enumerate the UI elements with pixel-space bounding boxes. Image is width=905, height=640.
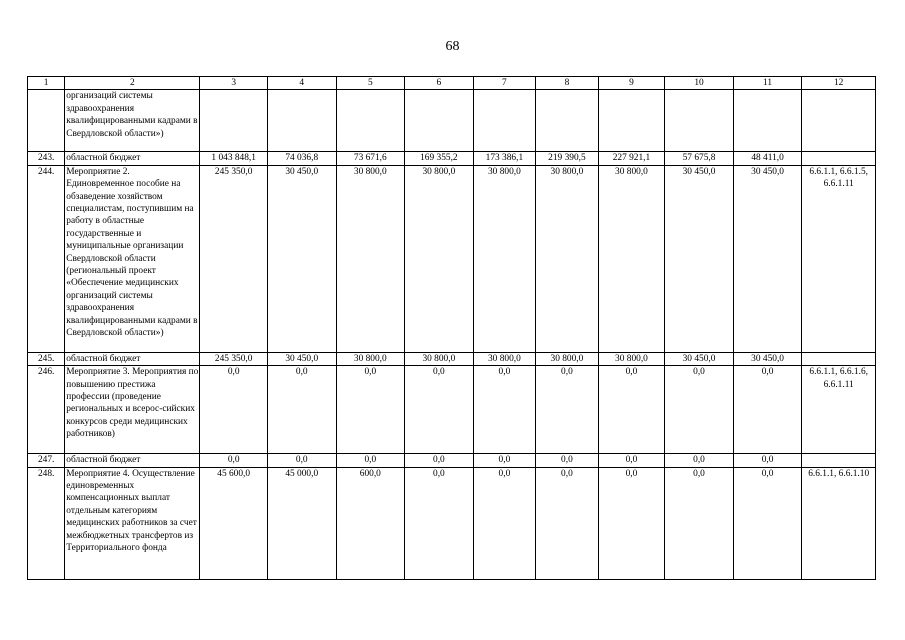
value-cell [665, 90, 734, 152]
row-description: областной бюджет [65, 352, 200, 365]
value-cell: 0,0 [473, 467, 536, 579]
value-cell: 0,0 [665, 366, 734, 454]
target-cell [802, 90, 876, 152]
row-number: 248. [28, 467, 65, 579]
value-cell: 0,0 [267, 366, 336, 454]
value-cell: 0,0 [200, 366, 268, 454]
header-cell: 7 [473, 77, 536, 90]
value-cell: 45 000,0 [267, 467, 336, 579]
header-cell: 12 [802, 77, 876, 90]
value-cell: 219 390,5 [536, 152, 599, 165]
header-cell: 10 [665, 77, 734, 90]
value-cell: 30 800,0 [336, 352, 405, 365]
value-cell: 0,0 [536, 454, 599, 467]
value-cell: 30 800,0 [536, 165, 599, 352]
program-table [27, 76, 876, 580]
value-cell: 0,0 [598, 467, 665, 579]
value-cell: 45 600,0 [200, 467, 268, 579]
table-row [28, 352, 876, 365]
value-cell: 74 036,8 [267, 152, 336, 165]
value-cell: 30 800,0 [473, 352, 536, 365]
value-cell [473, 90, 536, 152]
value-cell [336, 90, 405, 152]
page-number: 68 [445, 39, 460, 54]
value-cell: 30 800,0 [473, 165, 536, 352]
value-cell: 173 386,1 [473, 152, 536, 165]
target-cell [802, 152, 876, 165]
header-cell: 8 [536, 77, 599, 90]
value-cell: 245 350,0 [200, 165, 268, 352]
value-cell: 0,0 [598, 454, 665, 467]
value-cell: 30 800,0 [405, 165, 474, 352]
value-cell [598, 90, 665, 152]
value-cell: 0,0 [405, 366, 474, 454]
row-description: областной бюджет [65, 152, 200, 165]
value-cell: 0,0 [405, 467, 474, 579]
value-cell: 0,0 [336, 454, 405, 467]
row-number: 243. [28, 152, 65, 165]
value-cell: 0,0 [267, 454, 336, 467]
table-row [28, 152, 876, 165]
value-cell: 0,0 [473, 454, 536, 467]
value-cell: 600,0 [336, 467, 405, 579]
row-number [28, 90, 65, 152]
value-cell [267, 90, 336, 152]
row-number: 247. [28, 454, 65, 467]
value-cell: 30 450,0 [267, 352, 336, 365]
value-cell: 57 675,8 [665, 152, 734, 165]
value-cell [536, 90, 599, 152]
row-number: 246. [28, 366, 65, 454]
value-cell: 0,0 [733, 366, 802, 454]
value-cell [200, 90, 268, 152]
value-cell: 0,0 [405, 454, 474, 467]
target-cell [802, 454, 876, 467]
table-row [28, 90, 876, 152]
row-description: Мероприятие 3. Мероприятия по повышению престижа профессии (проведение региональных и всерос-сийских конкурсов среди медицинских работников) [65, 366, 200, 454]
header-cell: 6 [405, 77, 474, 90]
value-cell: 0,0 [200, 454, 268, 467]
value-cell: 30 450,0 [733, 352, 802, 365]
value-cell: 227 921,1 [598, 152, 665, 165]
value-cell: 0,0 [665, 467, 734, 579]
value-cell: 30 450,0 [665, 165, 734, 352]
value-cell: 0,0 [473, 366, 536, 454]
table-row [28, 454, 876, 467]
target-cell: 6.6.1.1, 6.6.1.5, 6.6.1.11 [802, 165, 876, 352]
target-cell [802, 352, 876, 365]
header-cell: 9 [598, 77, 665, 90]
value-cell: 30 800,0 [598, 165, 665, 352]
value-cell [405, 90, 474, 152]
value-cell: 0,0 [336, 366, 405, 454]
header-cell: 2 [65, 77, 200, 90]
table-row [28, 467, 876, 579]
header-cell: 11 [733, 77, 802, 90]
row-description: областной бюджет [65, 454, 200, 467]
value-cell: 0,0 [733, 467, 802, 579]
row-number: 244. [28, 165, 65, 352]
row-description: Мероприятие 2. Единовременное пособие на обзаведение хозяйством специалистам, поступившим на работу в областные государственные и муниципальные организации Свердловской области (региональный проект «Обеспечение медицинских организаций системы здравоохранения квалифицированными кадрами в Свердловской области») [65, 165, 200, 352]
value-cell: 0,0 [536, 366, 599, 454]
value-cell: 0,0 [536, 467, 599, 579]
value-cell: 48 411,0 [733, 152, 802, 165]
value-cell: 30 450,0 [665, 352, 734, 365]
header-cell: 1 [28, 77, 65, 90]
header-cell: 4 [267, 77, 336, 90]
target-cell: 6.6.1.1, 6.6.1.6, 6.6.1.11 [802, 366, 876, 454]
value-cell: 73 671,6 [336, 152, 405, 165]
value-cell: 30 450,0 [267, 165, 336, 352]
row-description: организаций системы здравоохранения квалифицированными кадрами в Свердловской области») [65, 90, 200, 152]
value-cell: 0,0 [665, 454, 734, 467]
value-cell: 30 800,0 [405, 352, 474, 365]
row-number: 245. [28, 352, 65, 365]
row-description: Мероприятие 4. Осуществление единовременных компенсационных выплат отдельным категориям медицинских работников за счет межбюджетных трансфертов из Территориального фонда [65, 467, 200, 579]
value-cell: 30 800,0 [536, 352, 599, 365]
value-cell [733, 90, 802, 152]
column-number-row [28, 77, 876, 90]
value-cell: 0,0 [733, 454, 802, 467]
value-cell: 0,0 [598, 366, 665, 454]
table-row [28, 366, 876, 454]
table-row [28, 165, 876, 352]
header-cell: 3 [200, 77, 268, 90]
header-cell: 5 [336, 77, 405, 90]
value-cell: 245 350,0 [200, 352, 268, 365]
value-cell: 169 355,2 [405, 152, 474, 165]
value-cell: 30 800,0 [598, 352, 665, 365]
target-cell: 6.6.1.1, 6.6.1.10 [802, 467, 876, 579]
value-cell: 30 800,0 [336, 165, 405, 352]
value-cell: 1 043 848,1 [200, 152, 268, 165]
value-cell: 30 450,0 [733, 165, 802, 352]
